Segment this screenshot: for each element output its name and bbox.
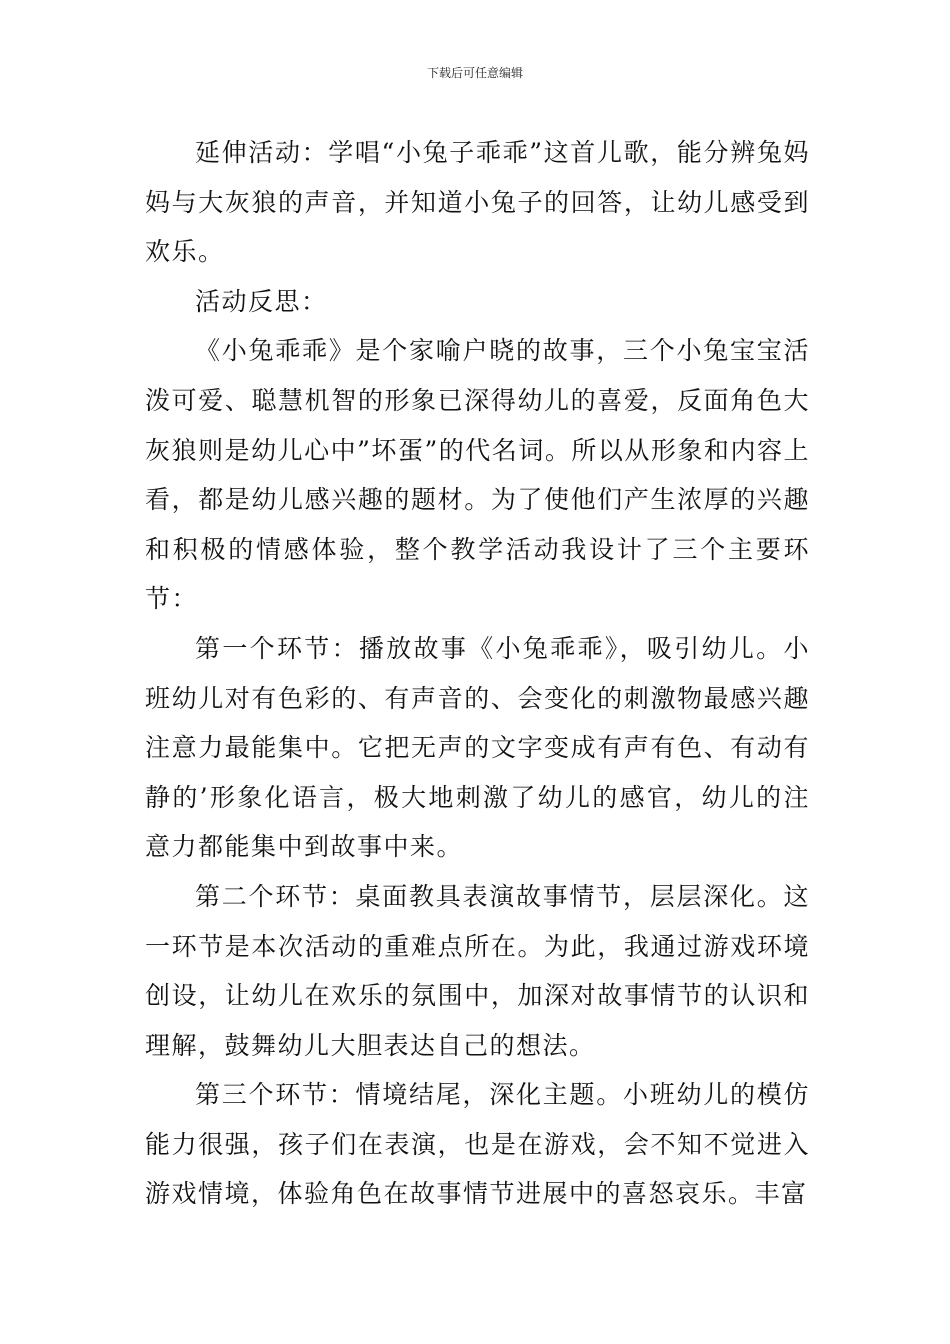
paragraph-extension-activity: 延伸活动：学唱“小兔子乖乖”这首儿歌，能分辨兔妈妈与大灰狼的声音，并知道小兔子的回答，让幼儿感受到欢乐。 (145, 138, 810, 267)
paragraph-second-stage: 第二个环节：桌面教具表演故事情节，层层深化。这一环节是本次活动的重难点所在。为此，我通过游戏环境创设，让幼儿在欢乐的氛围中，加深对故事情节的认识和理解，鼓舞幼儿大胆表达自己的想法。 (145, 881, 810, 1060)
paragraph-first-stage: 第一个环节：播放故事《小兔乖乖》，吸引幼儿。小班幼儿对有色彩的、有声音的、会变化的刺激物最感兴趣注意力最能集中。它把无声的文字变成有声有色、有动有静的’形象化语言，极大地刺激了幼儿的感官，幼儿的注意力都能集中到故事中来。 (145, 633, 810, 862)
paragraph-reflection-intro: 《小兔乖乖》是个家喻户晓的故事，三个小兔宝宝活泼可爱、聪慧机智的形象已深得幼儿的喜爱，反面角色大灰狼则是幼儿心中”坏蛋”的代名词。所以从形象和内容上看，都是幼儿感兴趣的题材。为了使他们产生浓厚的兴趣和积极的情感体验，整个教学活动我设计了三个主要环节： (145, 336, 810, 614)
document-body (145, 128, 810, 1219)
page-header: 下载后可任意编辑 (426, 66, 523, 80)
paragraph-reflection-heading: 活动反思： (195, 286, 328, 316)
paragraph-third-stage: 第三个环节：情境结尾，深化主题。小班幼儿的模仿能力很强，孩子们在表演，也是在游戏，会不知不觉进入游戏情境，体验角色在故事情节进展中的喜怒哀乐。丰富 (145, 1080, 810, 1209)
